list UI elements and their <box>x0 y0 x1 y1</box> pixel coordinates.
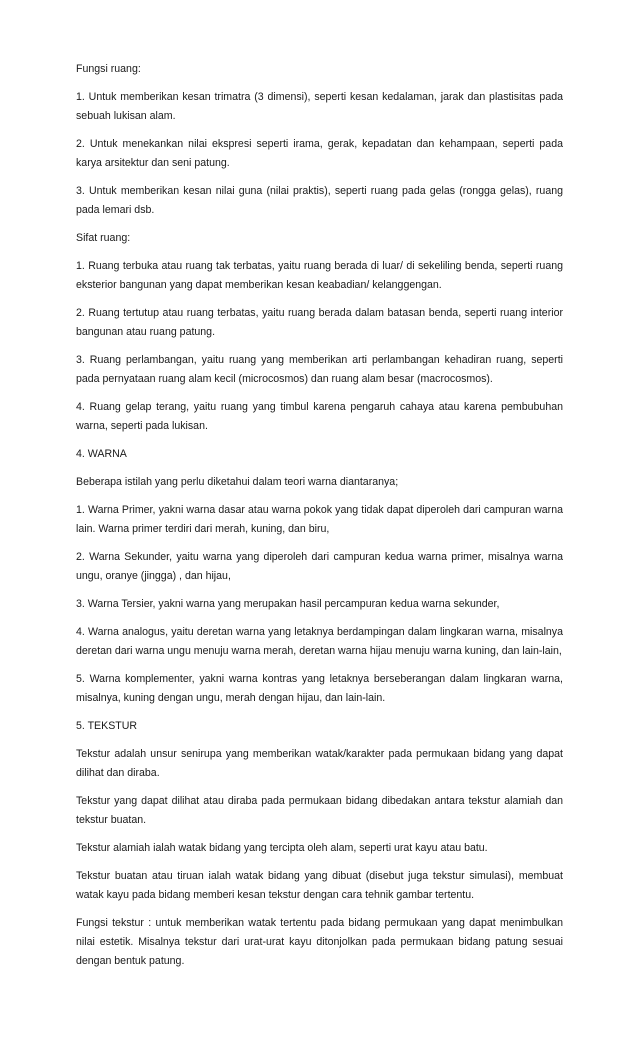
list-item-warna-tersier: 3. Warna Tersier, yakni warna yang merupakan hasil percampuran kedua warna sekunder, <box>76 598 500 610</box>
heading-tekstur: 5. TEKSTUR <box>76 720 138 732</box>
paragraph-warna-intro: Beberapa istilah yang perlu diketahui dalam teori warna diantaranya; <box>76 476 399 488</box>
heading-warna: 4. WARNA <box>76 448 127 460</box>
paragraph-tekstur-buatan: Tekstur buatan atau tiruan ialah watak bidang yang dibuat (disebut juga tekstur simulasi), membuat watak kayu pada bidang memberi kesan tekstur dengan cara tehnik gambar tertentu. <box>76 870 563 901</box>
list-item-warna-komplementer: 5. Warna komplementer, yakni warna kontras yang letaknya berseberangan dalam lingkaran warna, misalnya, kuning dengan ungu, merah dengan hijau, dan lain-lain. <box>76 673 563 704</box>
document-page <box>76 60 563 980</box>
list-item-warna-analogus: 4. Warna analogus, yaitu deretan warna yang letaknya berdampingan dalam lingkaran warna, misalnya deretan dari warna ungu menuju warna merah, deretan warna hijau menuju warna kuning, dan lain-lain, <box>76 626 563 657</box>
paragraph-tekstur-definisi: Tekstur adalah unsur senirupa yang memberikan watak/karakter pada permukaan bidang yang dapat dilihat dan diraba. <box>76 748 563 779</box>
list-item-sifat-ruang-3: 3. Ruang perlambangan, yaitu ruang yang memberikan arti perlambangan kehadiran ruang, seperti pada pernyataan ruang alam kecil (microcosmos) dan ruang alam besar (macrocosmos). <box>76 354 563 385</box>
list-item-fungsi-ruang-1: 1. Untuk memberikan kesan trimatra (3 dimensi), seperti kesan kedalaman, jarak dan plastisitas pada sebuah lukisan alam. <box>76 91 563 122</box>
paragraph-tekstur-alamiah: Tekstur alamiah ialah watak bidang yang tercipta oleh alam, seperti urat kayu atau batu. <box>76 842 488 854</box>
list-item-sifat-ruang-1: 1. Ruang terbuka atau ruang tak terbatas, yaitu ruang berada di luar/ di sekeliling benda, seperti ruang eksterior bangunan yang dapat memberikan kesan keabadian/ kelanggengan. <box>76 260 563 291</box>
heading-fungsi-ruang: Fungsi ruang: <box>76 63 141 75</box>
paragraph-tekstur-jenis: Tekstur yang dapat dilihat atau diraba pada permukaan bidang dibedakan antara tekstur alamiah dan tekstur buatan. <box>76 795 563 826</box>
paragraph-fungsi-tekstur: Fungsi tekstur : untuk memberikan watak tertentu pada bidang permukaan yang dapat menimbulkan nilai estetik. Misalnya tekstur dari urat-urat kayu ditonjolkan pada permukaan bidang patung sesuai dengan bentuk patung. <box>76 917 563 967</box>
list-item-sifat-ruang-4: 4. Ruang gelap terang, yaitu ruang yang timbul karena pengaruh cahaya atau karena pembubuhan warna, seperti pada lukisan. <box>76 401 563 432</box>
heading-sifat-ruang: Sifat ruang: <box>76 232 131 244</box>
list-item-warna-sekunder: 2. Warna Sekunder, yaitu warna yang diperoleh dari campuran kedua warna primer, misalnya warna ungu, oranye (jingga) , dan hijau, <box>76 551 563 582</box>
list-item-fungsi-ruang-2: 2. Untuk menekankan nilai ekspresi seperti irama, gerak, kepadatan dan kehampaan, seperti pada karya arsitektur dan seni patung. <box>76 138 563 169</box>
list-item-fungsi-ruang-3: 3. Untuk memberikan kesan nilai guna (nilai praktis), seperti ruang pada gelas (rongga gelas), ruang pada lemari dsb. <box>76 185 563 216</box>
list-item-sifat-ruang-2: 2. Ruang tertutup atau ruang terbatas, yaitu ruang berada dalam batasan benda, seperti ruang interior bangunan atau ruang patung. <box>76 307 563 338</box>
list-item-warna-primer: 1. Warna Primer, yakni warna dasar atau warna pokok yang tidak dapat diperoleh dari campuran warna lain. Warna primer terdiri dari merah, kuning, dan biru, <box>76 504 563 535</box>
